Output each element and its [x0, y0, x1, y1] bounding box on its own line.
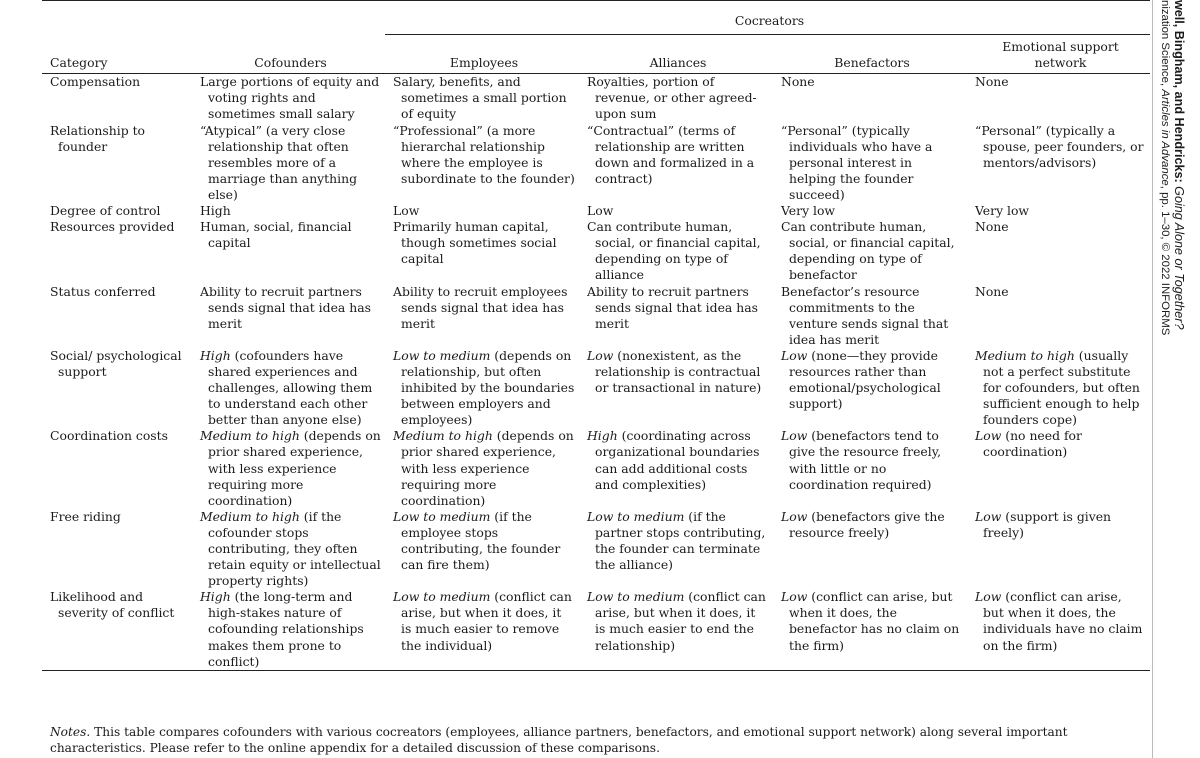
cell-text: (coordinating across organizational boundaries can add additional costs and complexities) [595, 428, 760, 492]
margin-divider [1152, 0, 1153, 758]
running-head-authors: well, Bingham, and Hendricks: [1172, 0, 1186, 187]
cell-rating: Low to medium [393, 508, 491, 524]
table-cell [385, 509, 579, 589]
cell-text: None [781, 74, 815, 90]
cell-text: “Contractual” (terms of relationship are written down and formalized in a contract) [587, 122, 755, 186]
cell-text: “Personal” (typically a spouse, peer founders, or mentors/advisors) [975, 122, 1144, 170]
table-cell [192, 74, 385, 123]
cell-text: Benefactor’s resource commitments to the venture sends signal that idea has merit [781, 283, 949, 347]
table-cell [579, 509, 773, 589]
table-cell [192, 348, 385, 428]
cell-text: (if the partner stops contributing, the founder can terminate the alliance) [595, 508, 766, 573]
cell-text: Ability to recruit partners sends signal that idea has merit [587, 283, 758, 331]
cell-text: Human, social, financial capital [200, 219, 352, 251]
running-head-title: Going Alone or Together? [1172, 186, 1186, 330]
cell-text: (usually not a perfect substitute for cofounders, but often sufficient enough to help founders cope) [983, 347, 1140, 428]
cocreators-group-header: Cocreators [385, 6, 1150, 35]
cell-text: “Professional” (a more hierarchal relationship where the employee is subordinate to the founder) [393, 122, 575, 186]
table-cell [385, 428, 579, 508]
cell-text: Large portions of equity and voting rights and sometimes small salary [200, 74, 380, 122]
cell-rating: Low to medium [587, 508, 685, 524]
group-header-row [42, 6, 1150, 35]
cell-text: (depends on prior shared experience, with less experience requiring more coordination) [208, 428, 381, 508]
table-row [42, 203, 1150, 219]
cell-rating: High [200, 347, 231, 363]
cell-text: Very low [975, 203, 1030, 219]
notes-lead: Notes. [50, 725, 91, 739]
cell-rating: Low [781, 508, 808, 524]
cell-text: (conflict can arise, but when it does, it is much easier to end the relationship) [595, 589, 766, 653]
row-category: Relationship to founder [50, 122, 146, 154]
table-cell [773, 428, 967, 508]
cell-rating: Low to medium [393, 347, 491, 363]
cell-text: (if the employee stops contributing, the founder can fire them) [401, 508, 561, 573]
cell-text: Low [393, 203, 420, 219]
table-cell [192, 509, 385, 589]
table-cell [579, 203, 773, 219]
running-head-issue: Articles in Advance [1159, 89, 1171, 186]
running-head [1159, 0, 1200, 758]
cell-text: None [975, 283, 1009, 299]
column-header-employees: Employees [449, 55, 519, 71]
cell-rating: Medium to high [200, 428, 300, 444]
cell-text: “Atypical” (a very close relationship that often resembles more of a marriage than anything else) [200, 122, 358, 202]
cell-text: High [200, 203, 231, 219]
table-cell [192, 123, 385, 203]
table-cell [385, 219, 579, 283]
cell-text: None [975, 74, 1009, 90]
table-cell [579, 74, 773, 123]
cell-rating: Medium to high [200, 508, 300, 524]
table-cell [579, 123, 773, 203]
table-cell [192, 428, 385, 508]
cell-rating: High [587, 428, 618, 444]
table-cell [773, 203, 967, 219]
table-cell [192, 219, 385, 283]
cell-text: “Personal” (typically individuals who have a personal interest in helping the founder succeed) [781, 122, 933, 202]
column-header-benefactors: Benefactors [834, 55, 910, 71]
table-cell [967, 219, 1150, 283]
cell-text: (none—they provide resources rather than emotional/psychological support) [789, 347, 941, 412]
table-cell [967, 428, 1150, 508]
table-cell [385, 203, 579, 219]
notes-text: This table compares cofounders with various cocreators (employees, alliance partners, benefactors, and emotional support network) along several important characteristics. Please refer to the online appendix for a detailed discussion of these comparisons. [50, 725, 1068, 755]
table-cell [192, 284, 385, 348]
table-row [42, 509, 1150, 589]
cell-text: (the long-term and high-stakes nature of cofounding relationships makes them prone to conflict) [208, 589, 364, 669]
comparison-table [42, 0, 1150, 671]
cell-text: (conflict can arise, but when it does, the individuals have no claim on the firm) [983, 589, 1143, 653]
cell-text: Low [587, 203, 614, 219]
running-head-text [1158, 0, 1186, 335]
table-cell [385, 589, 579, 670]
table-row [42, 589, 1150, 670]
cell-text: Can contribute human, social, or financial capital, depending on type of benefactor [781, 219, 955, 283]
running-head-pages: , pp. 1–30, © 2022 INFORMS [1159, 185, 1171, 336]
table-cell [579, 348, 773, 428]
cell-rating: Low [975, 428, 1002, 444]
table-notes [50, 724, 1146, 756]
running-head-line-1 [1172, 0, 1186, 335]
row-category: Likelihood and severity of conflict [50, 589, 175, 621]
row-category: Free riding [50, 508, 121, 524]
table-row [42, 348, 1150, 428]
table-cell [967, 509, 1150, 589]
row-category: Status conferred [50, 283, 156, 299]
table-cell [967, 203, 1150, 219]
row-category: Degree of control [50, 203, 161, 219]
row-category: Coordination costs [50, 428, 169, 444]
cell-text: (depends on prior shared experience, with less experience requiring more coordination) [401, 428, 574, 508]
cell-rating: Low [587, 347, 614, 363]
table-cell [385, 123, 579, 203]
table-row [42, 74, 1150, 123]
cell-text: Royalties, portion of revenue, or other agreed-upon sum [587, 74, 757, 122]
cell-text: Primarily human capital, though sometimes social capital [393, 219, 557, 267]
cell-text: Ability to recruit partners sends signal that idea has merit [200, 283, 371, 331]
cell-text: (no need for coordination) [983, 428, 1082, 460]
cell-text: (support is given freely) [983, 508, 1112, 540]
column-header-cofounders: Cofounders [254, 55, 327, 71]
column-header-row [42, 35, 1150, 74]
cell-text: None [975, 219, 1009, 235]
cell-rating: Medium to high [975, 347, 1075, 363]
cell-text: Ability to recruit employees sends signal that idea has merit [393, 283, 568, 331]
table-cell [967, 589, 1150, 670]
table-cell [773, 509, 967, 589]
table-cell [967, 284, 1150, 348]
table-cell [773, 589, 967, 670]
cell-text: (depends on relationship, but often inhibited by the boundaries between employers and employees) [401, 347, 575, 428]
table-cell [579, 589, 773, 670]
cell-text: (conflict can arise, but when it does, it is much easier to remove the individual) [401, 589, 572, 653]
cell-text: Very low [781, 203, 836, 219]
cell-text: (nonexistent, as the relationship is contractual or transactional in nature) [595, 347, 762, 396]
row-category: Compensation [50, 74, 141, 90]
table-row [42, 284, 1150, 348]
table-cell [385, 284, 579, 348]
table-cell [192, 203, 385, 219]
table-row [42, 219, 1150, 283]
comparison-table-area [42, 0, 1150, 671]
cell-text: (if the cofounder stops contributing, they often retain equity or intellectual property rights) [208, 508, 381, 589]
cell-rating: Medium to high [393, 428, 493, 444]
table-cell [385, 348, 579, 428]
cell-rating: Low [781, 428, 808, 444]
table-row [42, 123, 1150, 203]
row-category: Resources provided [50, 219, 175, 235]
table-cell [967, 348, 1150, 428]
column-header-category: Category [50, 55, 108, 71]
cell-text: Salary, benefits, and sometimes a small portion of equity [393, 74, 567, 122]
cell-rating: Low [781, 589, 808, 605]
column-header-alliances: Alliances [649, 55, 707, 71]
cell-rating: Low to medium [587, 589, 685, 605]
table-row [42, 428, 1150, 508]
cell-rating: Low [781, 347, 808, 363]
table-cell [773, 74, 967, 123]
table-cell [385, 74, 579, 123]
table-cell [192, 589, 385, 670]
cell-rating: High [200, 589, 231, 605]
table-cell [967, 74, 1150, 123]
table-cell [773, 123, 967, 203]
table-cell [773, 284, 967, 348]
table-cell [773, 348, 967, 428]
cell-rating: Low to medium [393, 589, 491, 605]
cell-text: Can contribute human, social, or financial capital, depending on type of alliance [587, 219, 761, 283]
cell-text: (conflict can arise, but when it does, the benefactor has no claim on the firm) [789, 589, 960, 653]
running-head-line-2 [1158, 0, 1172, 335]
cell-text: (benefactors tend to give the resource freely, with little or no coordination required) [789, 428, 942, 492]
table-cell [579, 219, 773, 283]
table-cell [579, 284, 773, 348]
table-cell [967, 123, 1150, 203]
cell-text: (benefactors give the resource freely) [789, 508, 945, 540]
row-category: Social/ psychological support [50, 347, 182, 379]
cell-rating: Low [975, 589, 1002, 605]
table-cell [773, 219, 967, 283]
table-body [42, 74, 1150, 670]
table-cell [579, 428, 773, 508]
cell-rating: Low [975, 508, 1002, 524]
column-header-emotional-support-network: Emotional support network [1002, 39, 1119, 71]
running-head-journal: nization Science, [1159, 0, 1171, 90]
cell-text: (cofounders have shared experiences and challenges, allowing them to understand each other better than anyone else) [208, 347, 373, 428]
